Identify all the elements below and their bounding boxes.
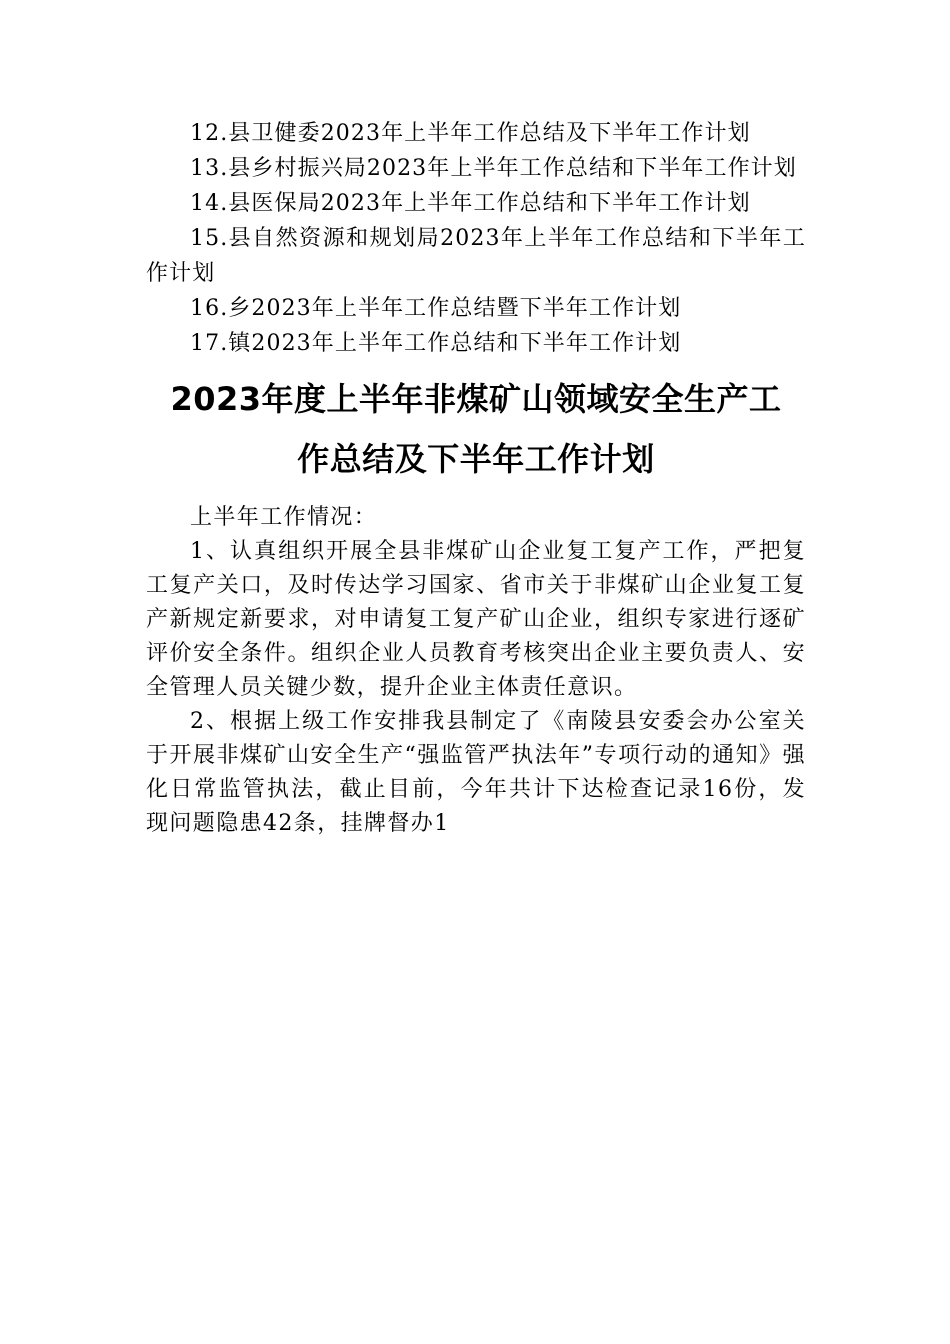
- article-title-line: 2023年度上半年非煤矿山领域安全生产工: [170, 380, 782, 418]
- list-item[interactable]: 15.县自然资源和规划局2023年上半年工作总结和下半年工作计划: [146, 226, 806, 286]
- list-item[interactable]: 13.县乡村振兴局2023年上半年工作总结和下半年工作计划: [190, 156, 797, 181]
- section-heading: 上半年工作情况：: [190, 505, 378, 530]
- article-title: [146, 369, 806, 489]
- body-paragraph: 2、根据上级工作安排我县制定了《南陵县安委会办公室关于开展非煤矿山安全生产“强监管严执法年”专项行动的通知》强化日常监管执法，截止目前，今年共计下达检查记录16份，发现问题隐患42条，挂牌督办1: [146, 709, 806, 836]
- document-page: [146, 116, 806, 841]
- article-title-line: 作总结及下半年工作计划: [297, 440, 655, 478]
- list-item[interactable]: 12.县卫健委2023年上半年工作总结及下半年工作计划: [190, 121, 751, 146]
- article-body: [146, 501, 806, 841]
- list-item[interactable]: 14.县医保局2023年上半年工作总结和下半年工作计划: [190, 191, 751, 216]
- list-item[interactable]: 16.乡2023年上半年工作总结暨下半年工作计划: [190, 296, 682, 321]
- body-paragraph: 1、认真组织开展全县非煤矿山企业复工复产工作，严把复工复产关口，及时传达学习国家、省市关于非煤矿山企业复工复产新规定新要求，对申请复工复产矿山企业，组织专家进行逐矿评价安全条件。组织企业人员教育考核突出企业主要负责人、安全管理人员关键少数，提升企业主体责任意识。: [146, 539, 806, 700]
- list-item[interactable]: 17.镇2023年上半年工作总结和下半年工作计划: [190, 331, 682, 356]
- related-articles-list: [146, 116, 806, 361]
